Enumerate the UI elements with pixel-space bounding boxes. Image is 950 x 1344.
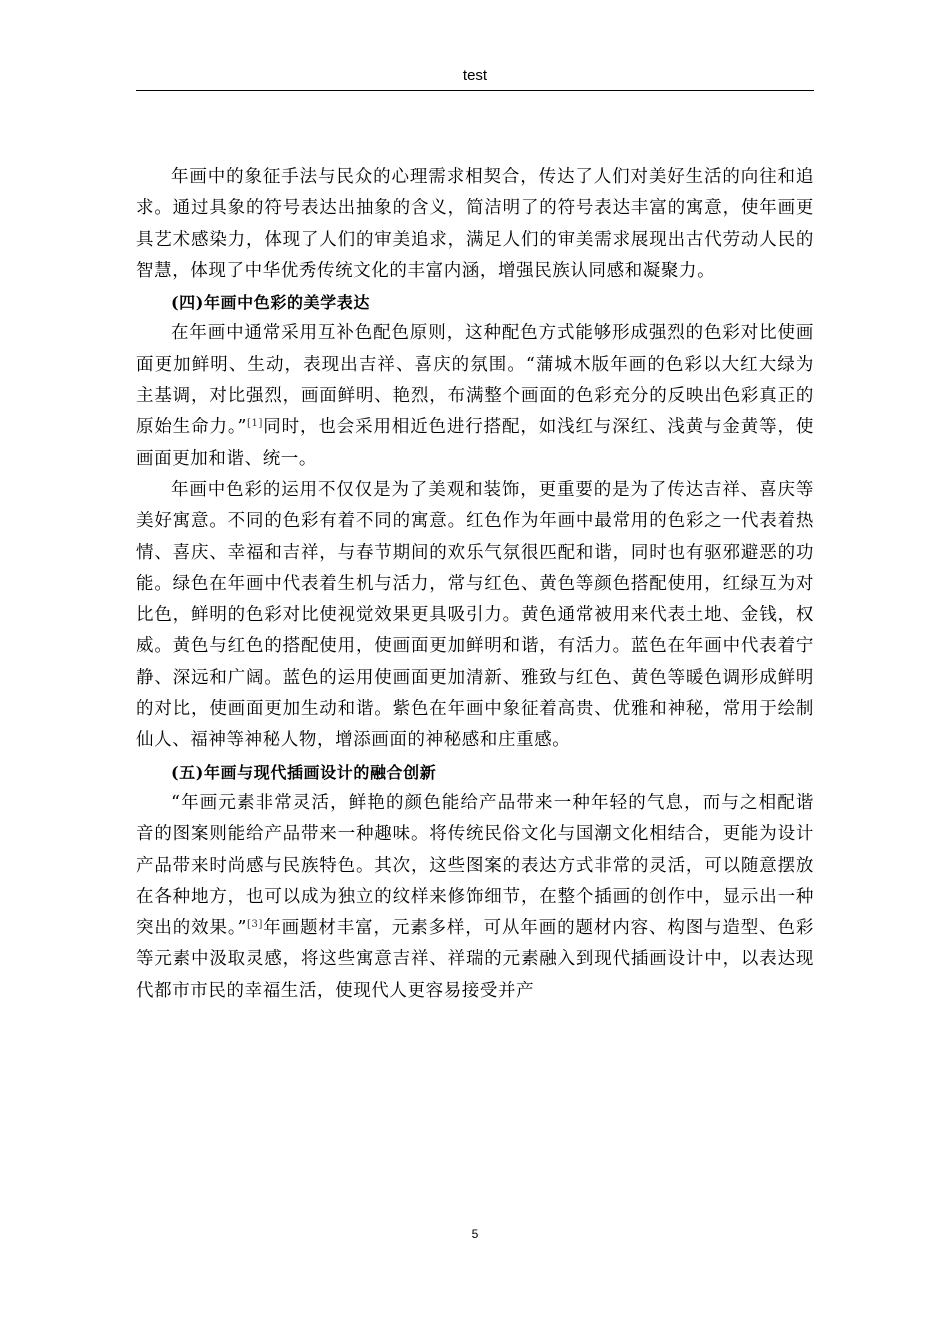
paragraph-symbolism: 年画中的象征手法与民众的心理需求相契合，传达了人们对美好生活的向往和追求。通过具象的符号表达出抽象的含义，简洁明了的符号表达丰富的寓意，使年画更具艺术感染力，体现了人们的审美追求，满足人们的审美需求展现出古代劳动人民的智慧，体现了中华优秀传统文化的丰富内涵，增强民族认同感和凝聚力。	[136, 167, 814, 281]
paragraph-text: “年画元素非常灵活，鲜艳的颜色能给产品带来一种年轻的气息，而与之相配谐音的图案则能给产品带来一种趣味。将传统民俗文化与国潮文化相结合，更能为设计产品带来时尚感与民族特色。其次，这些图案的表达方式非常的灵活，可以随意摆放在各种地方，也可以成为独立的纹样来修饰细节，在整个插画的创作中，显示出一种突出的效果。”	[136, 792, 814, 939]
citation-ref: [1]	[247, 418, 263, 430]
paragraph-text: 年画题材丰富，元素多样，可从年画的题材内容、构图与造型、色彩等元素中汲取灵感，将这些寓意吉祥、祥瑞的元素融入到现代插画设计中，以表达现代都市市民的幸福生活，使现代人更容易接受并产	[136, 918, 815, 1001]
page-header-title: test	[462, 67, 488, 84]
paragraph-color-meanings: 年画中色彩的运用不仅仅是为了美观和装饰，更重要的是为了传达吉祥、喜庆等美好寓意。不同的色彩有着不同的寓意。红色作为年画中最常用的色彩之一代表着热情、喜庆、幸福和吉祥，与春节期间的欢乐气氛很匹配和谐，同时也有驱邪避恶的功能。绿色在年画中代表着生机与活力，常与红色、黄色等颜色搭配使用，红绿互为对比色，鲜明的色彩对比使视觉效果更具吸引力。黄色通常被用来代表土地、金钱，权威。黄色与红色的搭配使用，使画面更加鲜明和谐，有活力。蓝色在年画中代表着宁静、深远和广阔。蓝色的运用使画面更加清新、雅致与红色、黄色等暖色调形成鲜明的对比，使画面更加生动和谐。紫色在年画中象征着高贵、优雅和神秘，常用于绘制仙人、福神等神秘人物，增添画面的神秘感和庄重感。	[136, 479, 814, 751]
section-heading-color-aesthetics: (四)年画中色彩的美学表达	[171, 293, 370, 313]
paragraph-complementary-colors	[136, 318, 814, 474]
page-number: 5	[471, 1227, 479, 1241]
document-body	[136, 162, 814, 1007]
header-divider	[136, 90, 814, 91]
paragraph-illustration-design	[136, 788, 814, 1007]
citation-ref: [3]	[247, 919, 263, 931]
section-heading-illustration-fusion: (五)年画与现代插画设计的融合创新	[171, 762, 437, 782]
paragraph-text: 在年画中通常采用互补色配色原则，这种配色方式能够形成强烈的色彩对比使画面更加鲜明、生动，表现出吉祥、喜庆的氛围。“蒲城木版年画的色彩以大红大绿为主基调，对比强烈，画面鲜明、艳烈，布满整个画面的色彩充分的反映出色彩真正的原始生命力。”	[136, 323, 814, 438]
paragraph-text: 同时，也会采用相近色进行搭配，如浅红与深红、浅黄与金黄等，使画面更加和谐、统一。	[136, 417, 815, 469]
